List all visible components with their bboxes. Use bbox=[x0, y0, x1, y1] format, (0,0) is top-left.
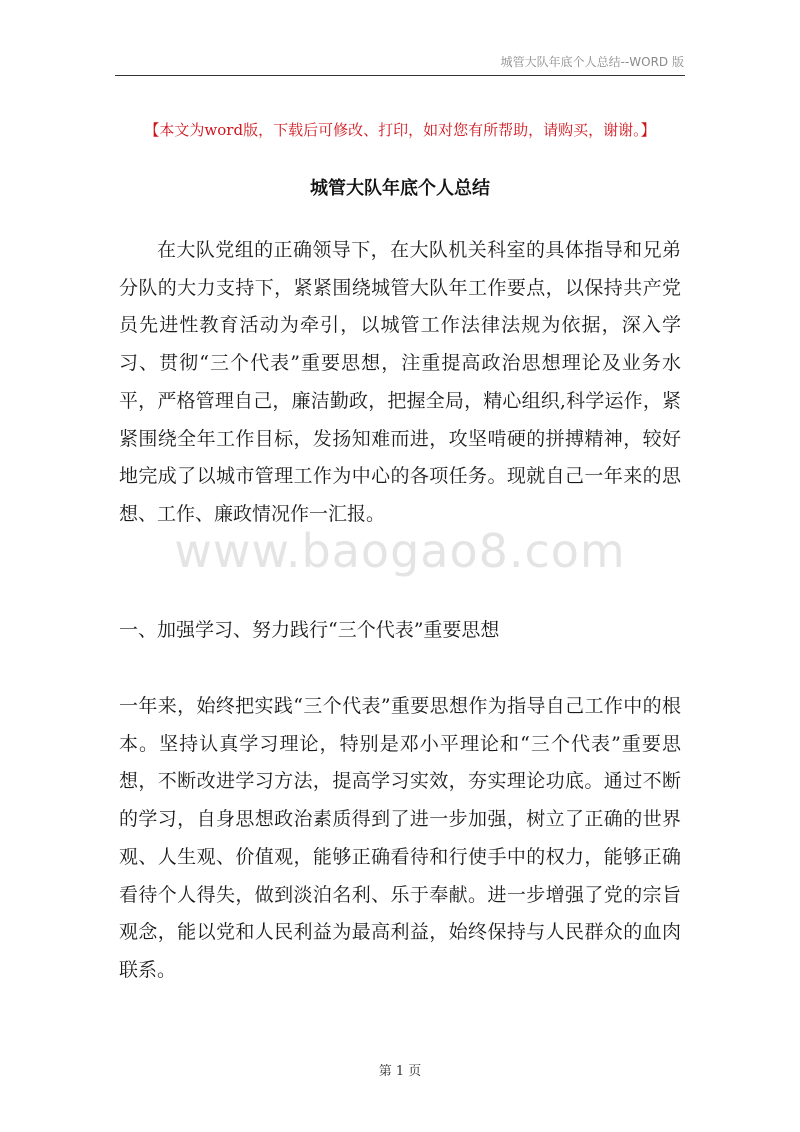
purchase-notice: 【本文为word版，下载后可修改、打印，如对您有所帮助，请购买，谢谢。】 bbox=[144, 121, 656, 139]
watermark: www.baogao8.com bbox=[174, 524, 626, 578]
paragraph-study: 一年来，始终把实践“三个代表”重要思想作为指导自己工作中的根本。坚持认真学习理论，特别是邓小平理论和“三个代表”重要思想，不断改进学习方法，提高学习实效，夯实理论功底。通过不断的学习，自身思想政治素质得到了进一步加强，树立了正确的世界观、人生观、价值观，能够正确看待和行使手中的权力，能够正确看待个人得失，做到淡泊名利、乐于奉献。进一步增强了党的宗旨观念，能以党和人民利益为最高利益，始终保持与人民群众的血肉联系。 bbox=[119, 695, 681, 981]
section-heading-1: 一、加强学习、努力践行“三个代表”重要思想 bbox=[119, 619, 500, 641]
page-number: 第 1 页 bbox=[378, 1064, 422, 1079]
header-divider bbox=[115, 75, 685, 76]
document-title: 城管大队年底个人总结 bbox=[310, 178, 490, 199]
paragraph-intro: 在大队党组的正确领导下，在大队机关科室的具体指导和兄弟分队的大力支持下，紧紧围绕城管大队年工作要点，以保持共产党员先进性教育活动为牵引，以城管工作法律法规为依据，深入学习、贯彻“三个代表”重要思想，注重提高政治思想理论及业务水平，严格管理自己，廉洁勤政，把握全局，精心组织,科学运作，紧紧围绕全年工作目标，发扬知难而进，攻坚啃硬的拼搏精神，较好地完成了以城市管理工作为中心的各项任务。现就自己一年来的思想、工作、廉政情况作一汇报。 bbox=[119, 239, 681, 525]
running-header: 城管大队年底个人总结--WORD 版 bbox=[500, 55, 684, 69]
